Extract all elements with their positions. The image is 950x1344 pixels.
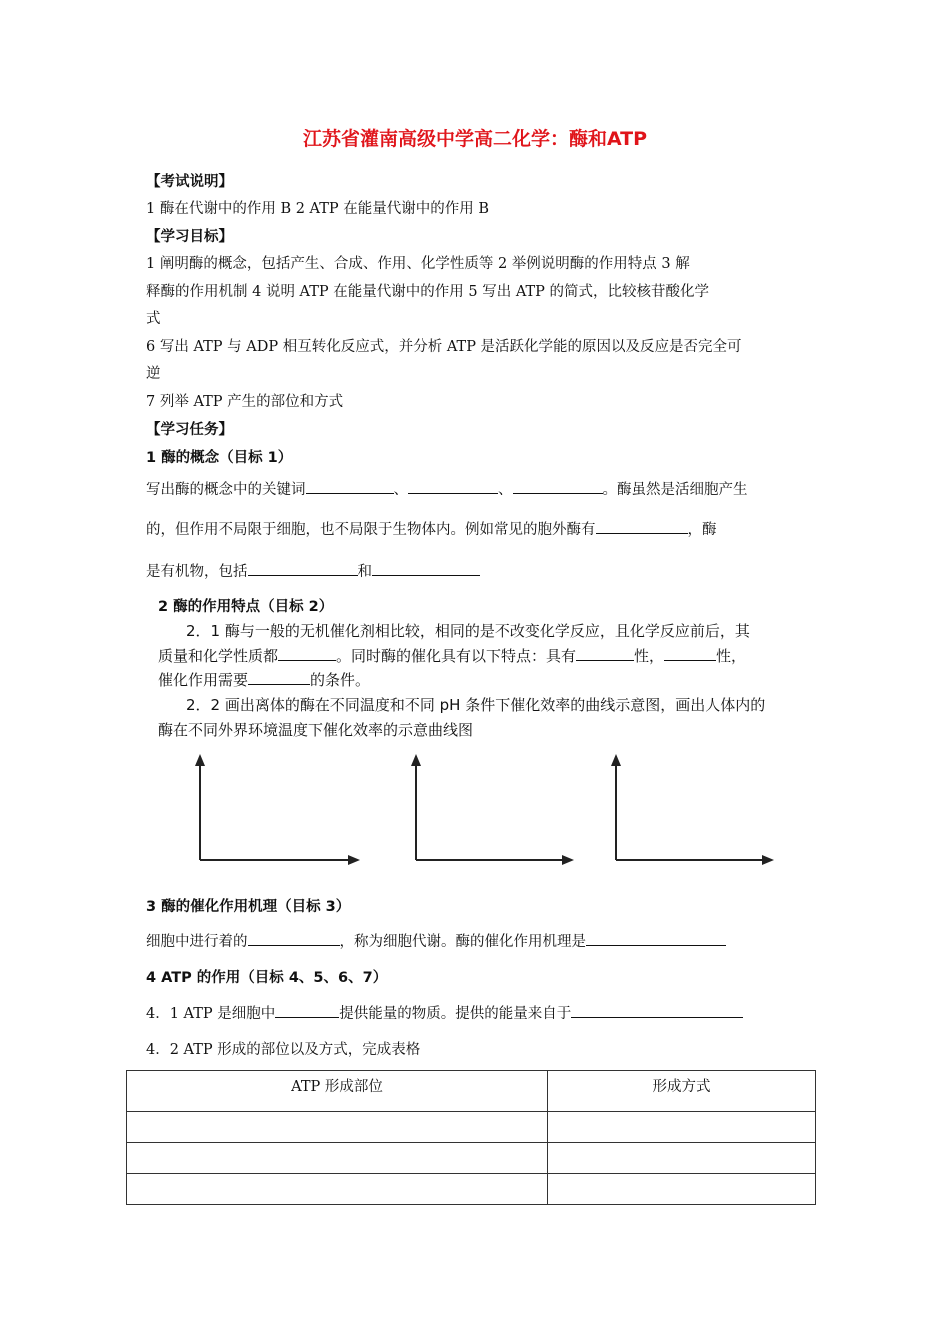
task-1-line-3-text: 是有机物，包括 xyxy=(146,564,248,580)
goals-line-3: 式 xyxy=(146,311,161,327)
task-4-line-1-text: 4．1 ATP 是细胞中 xyxy=(146,1006,276,1022)
goals-line-2: 释酶的作用机制 4 说明 ATP 在能量代谢中的作用 5 写出 ATP 的简式，比较核苷酸化学 xyxy=(146,284,710,300)
goals-line-6: 7 列举 ATP 产生的部位和方式 xyxy=(146,394,344,410)
task-3-line-1-mid: ，称为细胞代谢。酶的催化作用机理是 xyxy=(339,934,586,950)
task-1-line-2 xyxy=(146,518,717,539)
goals-line-5: 逆 xyxy=(146,366,161,382)
table-header-row xyxy=(127,1071,816,1112)
blank-axes-temperature[interactable] xyxy=(190,752,365,870)
task-1-line-2-text: 的，但作用不局限于细胞，也不局限于生物体内。例如常见的胞外酶有 xyxy=(146,522,596,538)
table-cell[interactable] xyxy=(548,1174,816,1205)
task-2-line-2-text: 质量和化学性质都 xyxy=(158,647,279,665)
blank-axes-ph[interactable] xyxy=(404,752,579,870)
table-row xyxy=(127,1174,816,1205)
answer-blank[interactable] xyxy=(576,646,634,661)
task-1-line-1-tail: 。酶虽然是活细胞产生 xyxy=(602,482,748,498)
atp-formation-table xyxy=(126,1070,816,1205)
separator: 、 xyxy=(498,482,513,498)
answer-blank[interactable] xyxy=(372,561,480,576)
task-4-heading: 4 ATP 的作用（目标 4、5、6、7） xyxy=(146,970,388,986)
task-2-line-3-tail: 的条件。 xyxy=(310,671,371,689)
task-3-line-1 xyxy=(146,930,726,951)
table-header-site: ATP 形成部位 xyxy=(127,1071,548,1112)
answer-blank[interactable] xyxy=(571,1003,743,1018)
answer-blank[interactable] xyxy=(408,479,498,494)
table-cell[interactable] xyxy=(548,1143,816,1174)
table-cell[interactable] xyxy=(548,1112,816,1143)
task-2-line-2-suffix: 性， xyxy=(716,647,747,665)
task-2-line-3-text: 催化作用需要 xyxy=(158,671,249,689)
task-1-line-2-tail: ，酶 xyxy=(687,522,717,538)
task-2-line-5: 酶在不同外界环境温度下催化效率的示意曲线图 xyxy=(158,721,474,739)
exam-description: 1 酶在代谢中的作用 B 2 ATP 在能量代谢中的作用 B xyxy=(146,201,490,217)
task-2-line-2 xyxy=(158,645,746,666)
task-2-heading: 2 酶的作用特点（目标 2） xyxy=(158,599,334,615)
section-tasks-heading: 【学习任务】 xyxy=(146,422,233,438)
blank-axes-human-enzyme[interactable] xyxy=(604,752,779,870)
task-4-line-1-mid: 提供能量的物质。提供的能量来自于 xyxy=(339,1006,572,1022)
section-goals-heading: 【学习目标】 xyxy=(146,229,233,245)
goals-line-4: 6 写出 ATP 与 ADP 相互转化反应式，并分析 ATP 是活跃化学能的原因以及反应是否完全可 xyxy=(146,339,742,355)
task-3-heading: 3 酶的催化作用机理（目标 3） xyxy=(146,899,351,915)
task-1-line-3 xyxy=(146,560,480,581)
answer-blank[interactable] xyxy=(664,646,716,661)
task-1-heading: 1 酶的概念（目标 1） xyxy=(146,450,293,466)
answer-blank[interactable] xyxy=(306,479,394,494)
table-row xyxy=(127,1143,816,1174)
separator: 、 xyxy=(393,482,408,498)
table-row xyxy=(127,1112,816,1143)
answer-blank[interactable] xyxy=(248,561,358,576)
table-cell[interactable] xyxy=(127,1143,548,1174)
table-cell[interactable] xyxy=(127,1174,548,1205)
answer-blank[interactable] xyxy=(248,670,310,685)
answer-blank[interactable] xyxy=(513,479,603,494)
task-2-line-1: 2．1 酶与一般的无机催化剂相比较，相同的是不改变化学反应，且化学反应前后，其 xyxy=(186,622,750,640)
task-1-line-1-text: 写出酶的概念中的关键词 xyxy=(146,482,306,498)
section-exam-heading: 【考试说明】 xyxy=(146,174,233,190)
goals-line-1: 1 阐明酶的概念，包括产生、合成、作用、化学性质等 2 举例说明酶的作用特点 3 解 xyxy=(146,256,690,272)
task-2-line-2-suffix: 性， xyxy=(634,647,665,665)
task-2-line-2-mid: 。同时酶的催化具有以下特点：具有 xyxy=(336,647,577,665)
page-title: 江苏省灌南高级中学高二化学：酶和ATP xyxy=(302,128,648,150)
answer-blank[interactable] xyxy=(248,931,340,946)
table-cell[interactable] xyxy=(127,1112,548,1143)
task-2-line-4: 2．2 画出离体的酶在不同温度和不同 pH 条件下催化效率的曲线示意图，画出人体内的 xyxy=(186,696,766,714)
task-4-line-2: 4．2 ATP 形成的部位以及方式，完成表格 xyxy=(146,1042,421,1058)
task-2-line-3 xyxy=(158,669,370,690)
answer-blank[interactable] xyxy=(596,519,688,534)
answer-blank[interactable] xyxy=(275,1003,339,1018)
answer-blank[interactable] xyxy=(586,931,726,946)
task-4-line-1 xyxy=(146,1002,743,1023)
task-3-line-1-text: 细胞中进行着的 xyxy=(146,934,248,950)
table-header-method: 形成方式 xyxy=(548,1071,816,1112)
task-1-line-1 xyxy=(146,478,748,499)
task-1-line-3-and: 和 xyxy=(357,564,372,580)
answer-blank[interactable] xyxy=(278,646,336,661)
